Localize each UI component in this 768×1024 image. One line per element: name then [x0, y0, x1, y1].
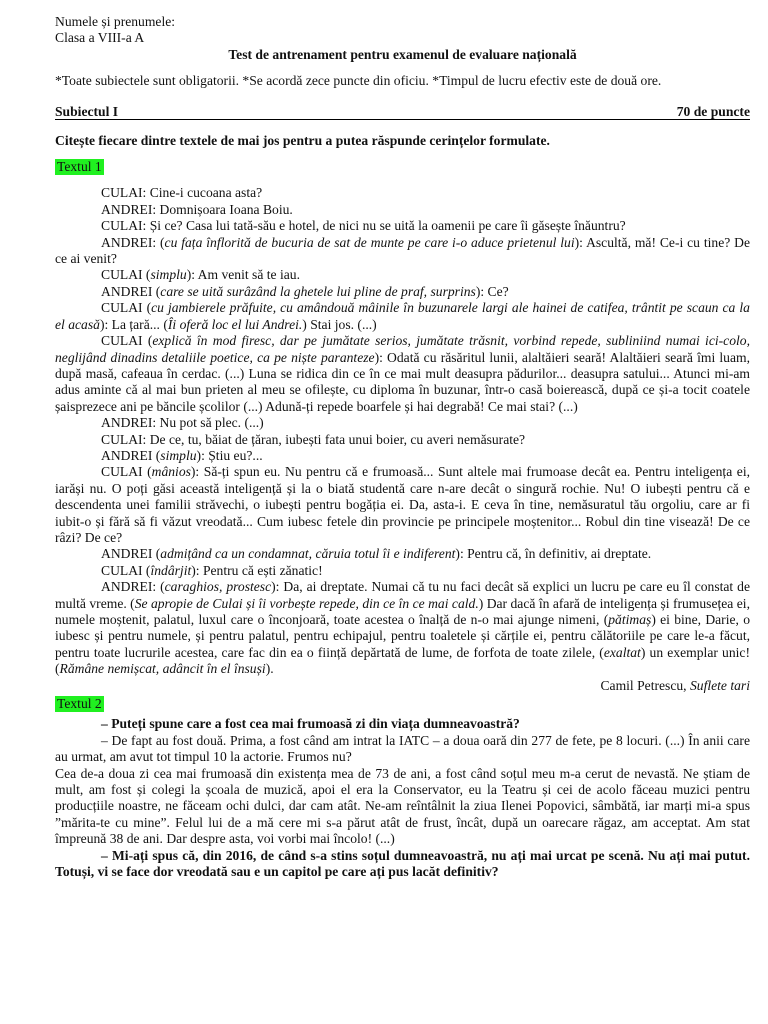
replica: ): Pentru că, în definitiv, ai dreptate. [455, 546, 652, 562]
instructions: *Toate subiectele sunt obligatorii. *Se acordă zece puncte din oficiu. *Timpul de lucru efectiv este de două ore. [55, 73, 662, 89]
text1-line: ANDREI: Domnișoara Ioana Boiu. [101, 201, 293, 217]
author-name: Camil Petrescu, [600, 677, 690, 693]
speaker: CULAI ( [101, 464, 152, 480]
speaker: CULAI ( [101, 333, 153, 349]
subject-label: Subiectul I [55, 103, 119, 119]
text1-line [55, 563, 750, 579]
text1-line: CULAI: Și ce? Casa lui tată-său e hotel, de nici nu se uită la oamenii pe care îi găsește înăuntru? [101, 218, 626, 234]
text1-line [55, 546, 750, 562]
replica: ): Știu eu?... [196, 447, 263, 463]
stage-direction: îndârjit [150, 562, 192, 578]
text1-line [55, 464, 750, 546]
replica: ) Stai jos. (...) [302, 316, 377, 332]
text1-label: Textul 1 [57, 159, 102, 175]
stage-direction: simplu [150, 267, 187, 283]
speaker: ANDREI ( [101, 447, 161, 463]
stage-direction: admițând ca un condamnat, căruia totul îi e indiferent [160, 546, 456, 562]
text1-line [55, 235, 750, 268]
text1-line [55, 448, 750, 464]
stage-direction: explică în mod firesc, dar pe jumătate serios, jumătate trăsnit, vorbind repede, subliniind numai ici-colo, neglijând dinadins detaliile poetice, ca pe niște paranteze [55, 333, 750, 365]
stage-direction: Îi oferă loc el lui Andrei. [167, 316, 303, 332]
stage-direction: Rămâne nemișcat, adâncit în el însuși [59, 661, 266, 677]
text1-line [55, 284, 750, 300]
speaker: CULAI ( [101, 300, 152, 316]
text2-body [55, 716, 750, 880]
stage-direction: Se apropie de Culai și îi vorbește repede, din ce în ce mai cald. [134, 595, 479, 611]
text1-line [55, 267, 750, 283]
stage-direction: mânios [151, 464, 191, 480]
text1-line: CULAI: Cine-i cucoana asta? [101, 185, 263, 201]
subject-heading [55, 104, 750, 120]
speaker: CULAI ( [101, 267, 151, 283]
speaker: CULAI ( [101, 562, 151, 578]
interview-question: – Mi-ați spus că, din 2016, de când s-a stins soțul dumneavoastră, nu ați mai urcat pe scenă. Nu ați mai putut. Totuși, vi se face dor vreodată sau e un capitol pe care ați pus lacăt definitiv? [55, 847, 750, 880]
text1-line [55, 579, 750, 677]
replica: ): Să-ți spun eu. Nu pentru că e frumoasă... Sunt altele mai frumoase decât ea. Pentru inteligența ei, iarăși nu. O poți găsi această inteligență și la o biată studentă care n-are decât o singură rochie. Nu! O iubești pentru că e descendenta unei familii străvechi, o iubești pentru bogăția ei. Da, asta-i. E ceva în tine, nemăsuratul tău orgoliu, care ar fi iubit-o și fără să fi văzut vreodată... Cum iubesc fetele din provincie pe principele moștenitor... Robul din tine visează! De ce râzi? De ce? [55, 464, 750, 545]
speaker: ANDREI ( [101, 546, 161, 562]
replica: ): La țară... ( [99, 316, 168, 332]
text1-line [55, 300, 750, 333]
interview-question: – Puteți spune care a fost cea mai frumoasă zi din viața dumneavoastră? [101, 716, 520, 732]
speaker: ANDREI: ( [101, 579, 165, 595]
text1-line: CULAI: De ce, tu, băiat de țăran, iubești fata unui boier, cu averi nemăsurate? [101, 431, 526, 447]
speaker: ANDREI ( [101, 283, 161, 299]
text1-line [55, 333, 750, 415]
replica: ): Ce? [475, 283, 509, 299]
stage-direction: cu jambierele prăfuite, cu amândouă mâinile în buzunarele largi ale hainei de catifea, trântit pe scaun ca la el acasă [55, 300, 750, 332]
replica: ): Pentru că ești zănatic! [191, 562, 323, 578]
task-instruction: Citește fiecare dintre textele de mai jos pentru a putea răspunde cerințelor formulate. [55, 132, 550, 148]
document-title: Test de antrenament pentru examenul de evaluare națională [228, 46, 577, 62]
replica: ). [265, 661, 274, 677]
replica: ) un exemplar unic! ( [55, 644, 750, 677]
stage-direction: cu fața înflorită de bucuria de sat de munte pe care i-o aduce prietenul lui [164, 234, 575, 250]
stage-direction: simplu [160, 447, 197, 463]
text2-label: Textul 2 [57, 696, 102, 712]
replica: ): Da, ai dreptate. Numai că tu nu faci decât să explici un lucru pe care eu îl constat de multă vreme. ( [55, 579, 750, 611]
stage-direction: exaltat [603, 644, 641, 660]
stage-direction: care se uită surâzând la ghetele lui pline de praf, surprins [160, 283, 476, 299]
text1-attribution [55, 678, 750, 694]
name-line: Numele și prenumele: [55, 14, 176, 29]
stage-direction: caraghios, prostesc [164, 579, 272, 595]
replica: ): Ascultă, mă! Ce-i cu tine? De ce ai venit? [55, 234, 750, 267]
stage-direction: pătimaș [608, 612, 652, 627]
interview-answer: Cea de-a doua zi cea mai frumoasă din existența mea de 73 de ani, a fost când soțul meu m-a cerut de nevastă. Ne știam de mult, am fost și colegi la școala de muzică, apoi el era la Conservator, eu la Teatru și cei de acolo făceau muzici pentru producțiile noastre, ne făceam ochi dulci, dar cam atât. Ne-am reîntâlnit la ziua Ilenei Popovici, sâmbătă, iar marți mi-a spus ”mărita-te cu mine”. Felul lui de a mă cere mi s-a părut atât de frust, încât, după un oarecare răgaz, am acceptat. Am stat împreună 38 de ani. Dar despre asta, voi vorbi mai încolo! (...) [55, 765, 750, 847]
replica: ) ei bine, Darie, o iubesc și pentru numele, și pentru palatul, pentru echipajul, pentru toaletele și cărțile ei, pentru călătoriile pe care le-a făcut, pentru toate lucrurile acestea, care fac din ea o ființă depărtată de lume, de forfota de toate zilele, ( [55, 612, 750, 660]
speaker: ANDREI: ( [101, 234, 165, 250]
subject-points: 70 de puncte [676, 103, 750, 119]
interview-answer: – De fapt au fost două. Prima, a fost când am intrat la IATC – a doua oară din 277 de fete, pe 8 locuri. (...) În anii care au urmat, am avut tot timpul 10 la actorie. Frumos nu? [55, 732, 750, 765]
text1-body [55, 185, 750, 694]
replica: ) Dar dacă în afară de inteligența și frumusețea ei, numele moștenit, palatul, luxul care o înconjoară, toate acestea o înalță de n-o mai ajunge nimeni, ( [55, 595, 750, 627]
replica: ): Odată cu răsăritul lunii, alaltăieri seară! Alaltăieri seară îmi luam, după masă, cafeaua în cerdac. (...) Luna se ridica din ce în ce mai mult deasupra pădurilor... deasupra satului... Atunci mi-am adus aminte că al mai bun prieten al meu se ofilește, cu diploma în buzunar, într-o casă boierească, după ce și-a tocit coatele șaisprezece ani pe băncile școlilor (...) Adună-ți repede boarfele și hai degrabă! Ce mai stai? (...) [55, 349, 750, 414]
text1-line: ANDREI: Nu pot să plec. (...) [101, 415, 264, 431]
work-title: Suflete tari [689, 677, 750, 693]
class-line: Clasa a VIII-a A [55, 30, 145, 46]
replica: ): Am venit să te iau. [186, 267, 300, 283]
